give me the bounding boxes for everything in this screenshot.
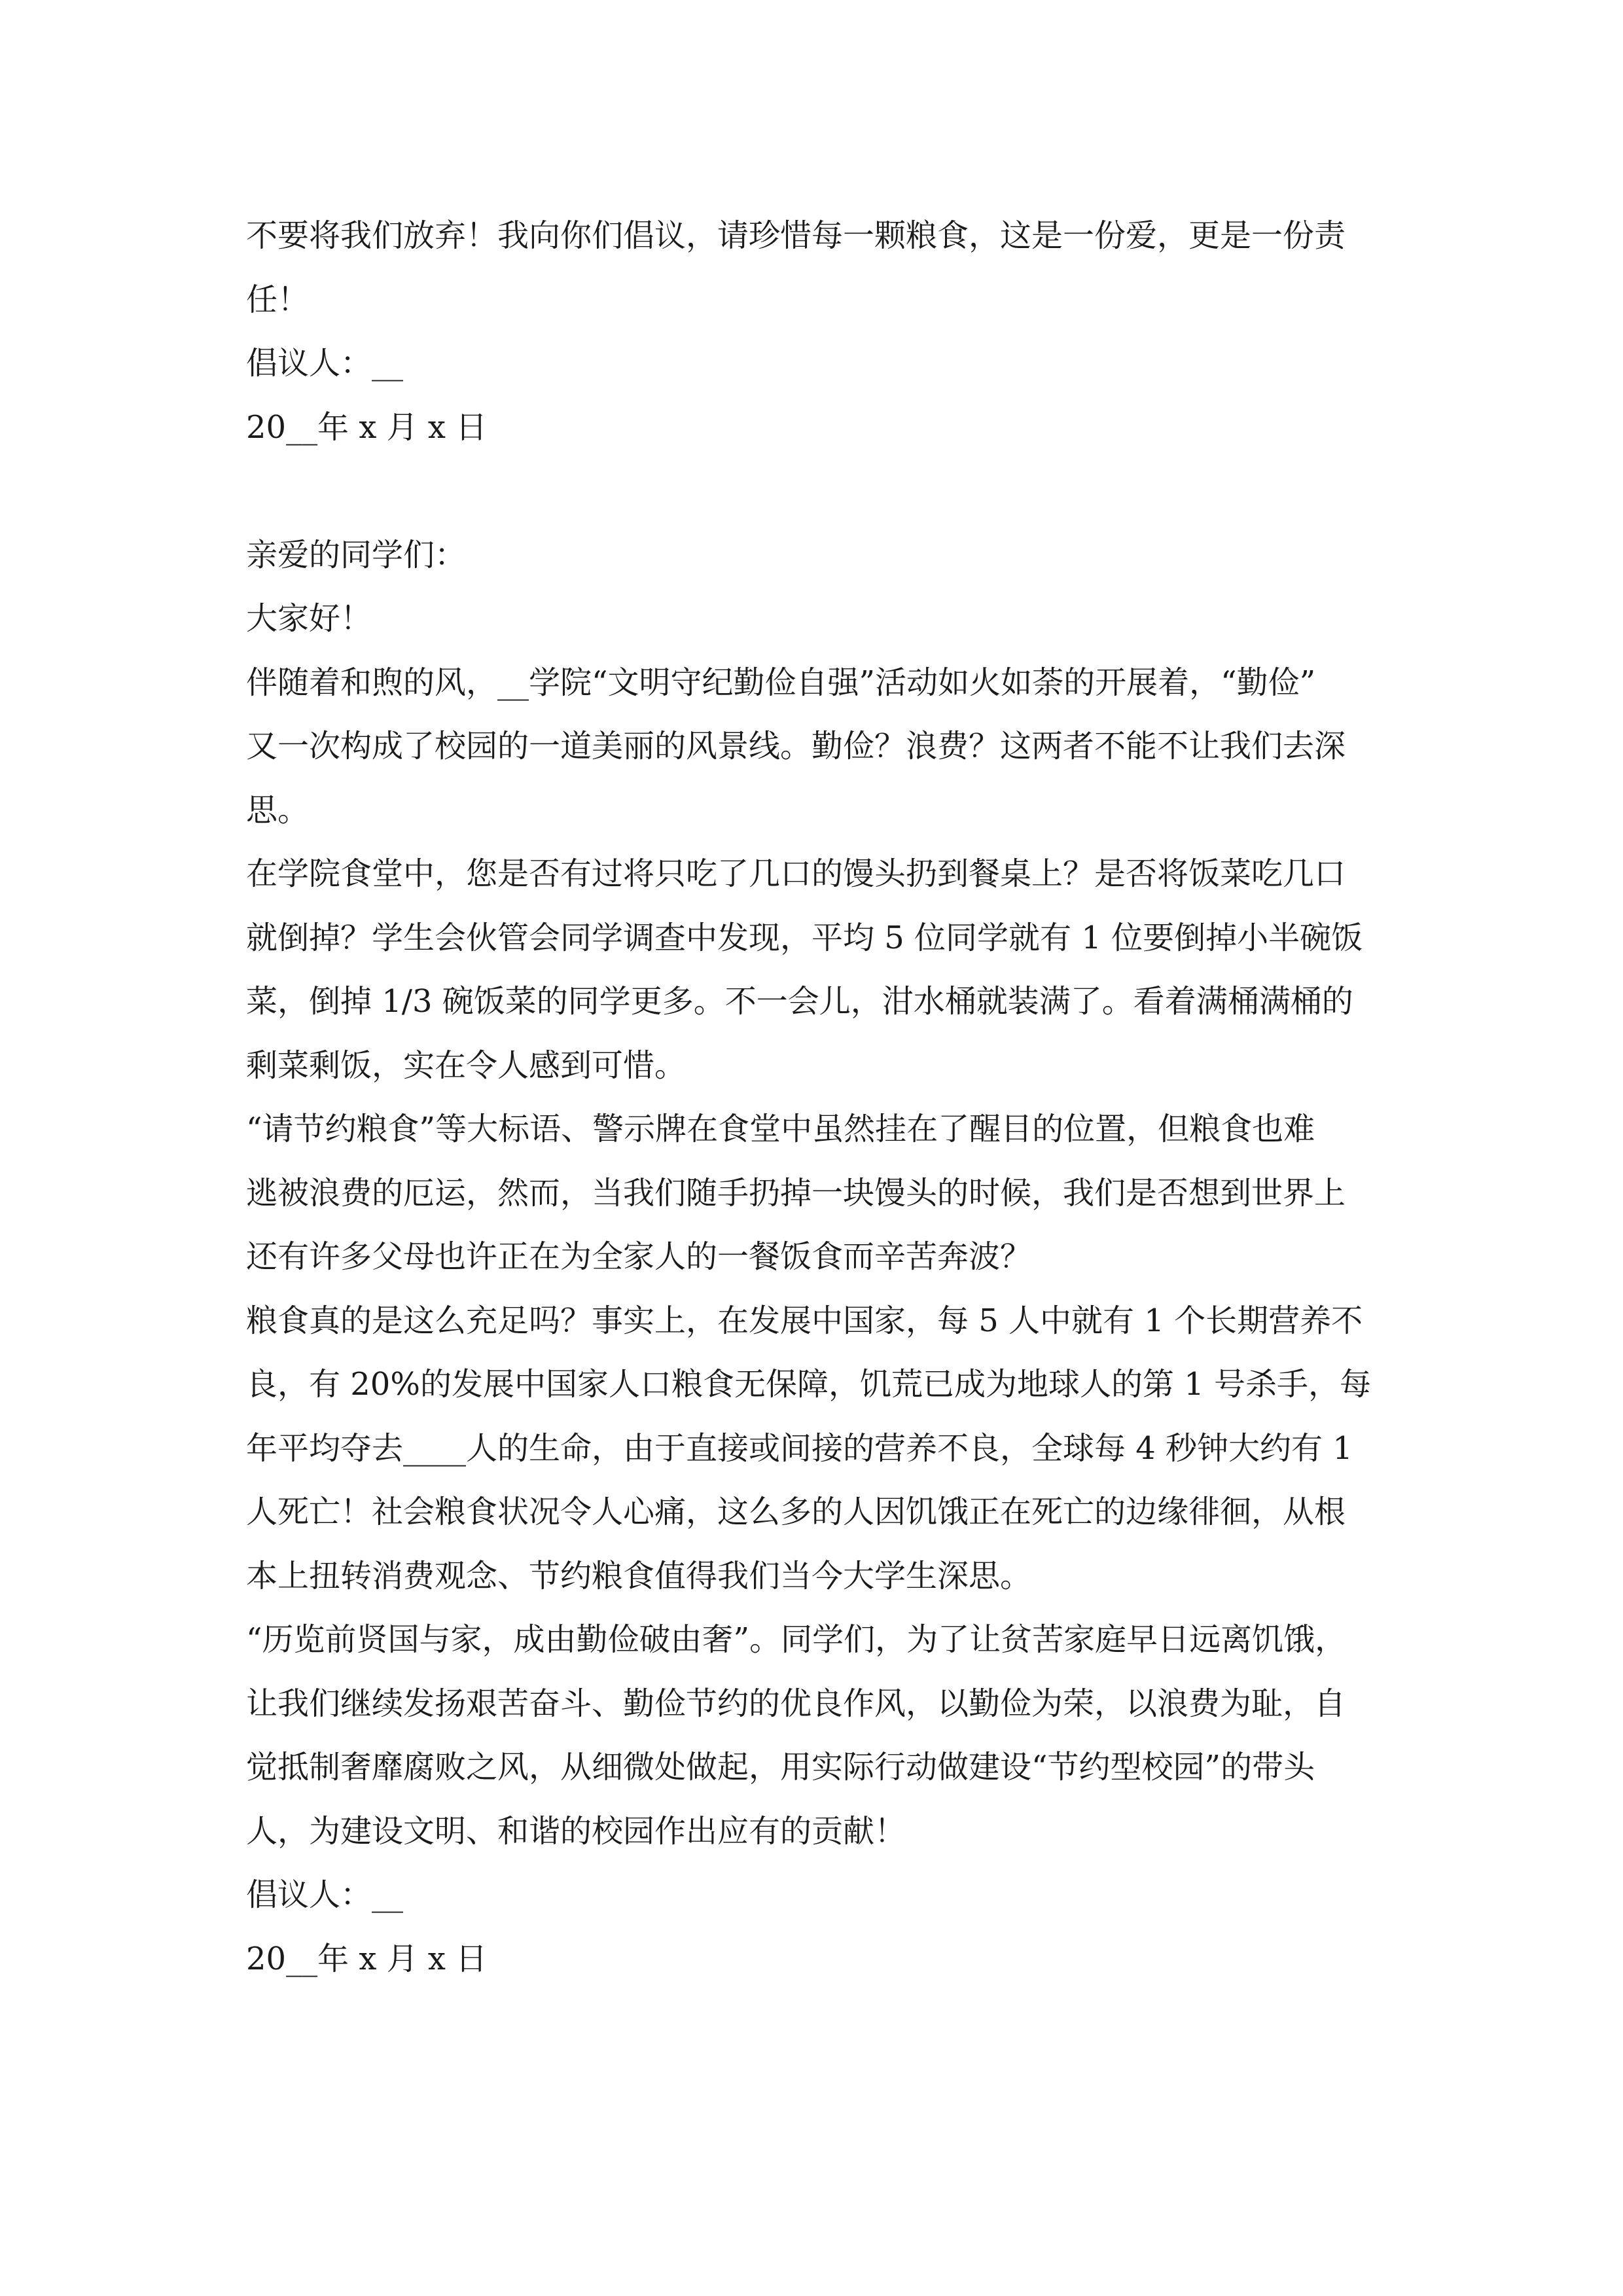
text-line: 本上扭转消费观念、节约粮食值得我们当今大学生深思。 (246, 1557, 1032, 1594)
text-line: 良，有 20%的发展中国家人口粮食无保障，饥荒已成为地球人的第 1 号杀手，每 (246, 1366, 1372, 1403)
text-line: “历览前贤国与家，成由勤俭破由奢”。同学们，为了让贫苦家庭早日远离饥饿， (246, 1621, 1347, 1658)
document-page (246, 204, 1385, 1991)
text-line: 觉抵制奢靡腐败之风，从细微处做起，用实际行动做建设“节约型校园”的带头 (246, 1749, 1315, 1785)
text-line: 伴随着和煦的风，__学院“文明守纪勤俭自强”活动如火如荼的开展着，“勤俭” (246, 664, 1316, 701)
text-line: 逃被浪费的厄运，然而，当我们随手扔掉一块馒头的时候，我们是否想到世界上 (246, 1174, 1346, 1211)
section-gap (246, 459, 1385, 524)
text-line: 思。 (246, 791, 310, 829)
text-line: 让我们继续发扬艰苦奋斗、勤俭节约的优良作风，以勤俭为荣，以浪费为耻，自 (246, 1685, 1346, 1722)
text-line: 又一次构成了校园的一道美丽的风景线。勤俭？浪费？这两者不能不让我们去深 (246, 728, 1346, 764)
date-line: 20__年 x 月 x 日 (246, 408, 488, 446)
text-line: 菜，倒掉 1/3 碗饭菜的同学更多。不一会儿，泔水桶就装满了。看着满桶满桶的 (246, 983, 1353, 1020)
signature-line: 倡议人：__ (246, 345, 404, 382)
text-line: 年平均夺去____人的生命，由于直接或间接的营养不良，全球每 4 秒钟大约有 1 (246, 1429, 1353, 1467)
text-line: 人死亡！社会粮食状况令人心痛，这么多的人因饥饿正在死亡的边缘徘徊，从根 (246, 1494, 1346, 1530)
text-line: 粮食真的是这么充足吗？事实上，在发展中国家，每 5 人中就有 1 个长期营养不 (246, 1302, 1363, 1339)
date-line: 20__年 x 月 x 日 (246, 1940, 488, 1977)
greeting-line: 大家好！ (246, 600, 372, 637)
text-line: 不要将我们放弃！我向你们倡议，请珍惜每一颗粮食，这是一份爱，更是一份责 (246, 217, 1346, 254)
signature-line: 倡议人：__ (246, 1876, 404, 1913)
text-line: “请节约粮食”等大标语、警示牌在食堂中虽然挂在了醒目的位置，但粮食也难 (246, 1111, 1315, 1147)
text-line: 在学院食堂中，您是否有过将只吃了几口的馒头扔到餐桌上？是否将饭菜吃几口 (246, 855, 1346, 892)
text-line: 人，为建设文明、和谐的校园作出应有的贡献！ (246, 1812, 906, 1850)
text-line: 任！ (246, 281, 310, 318)
salutation-line: 亲爱的同学们： (246, 536, 467, 573)
text-line: 还有许多父母也许正在为全家人的一餐饭食而辛苦奔波？ (246, 1238, 1032, 1275)
text-line: 剩菜剩饭，实在令人感到可惜。 (246, 1047, 687, 1084)
text-line: 就倒掉？学生会伙管会同学调查中发现，平均 5 位同学就有 1 位要倒掉小半碗饭 (246, 919, 1363, 956)
